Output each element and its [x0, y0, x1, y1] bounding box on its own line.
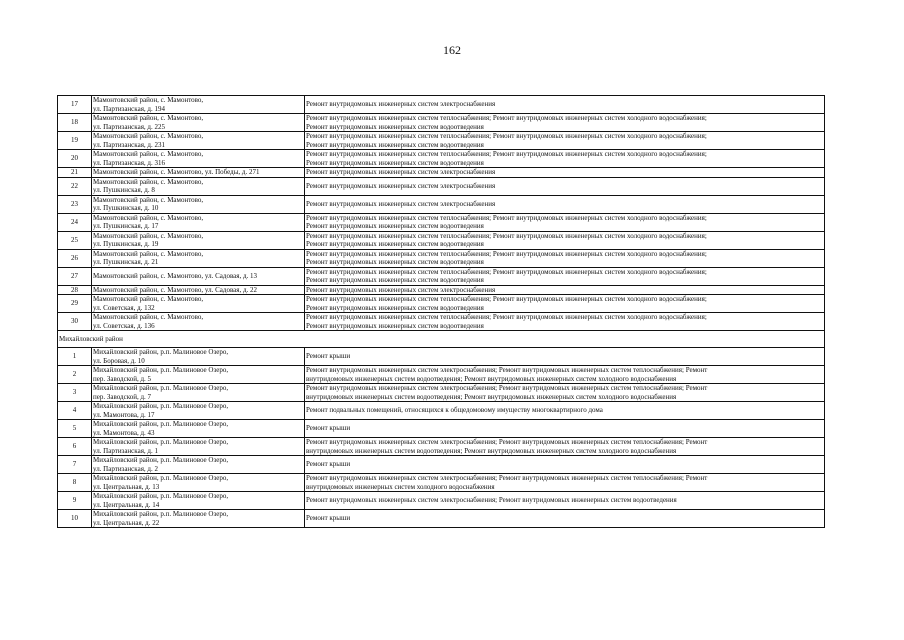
table-row — [58, 213, 825, 231]
address-cell — [92, 96, 305, 114]
row-number: 23 — [58, 195, 92, 213]
work-type-cell-line: Ремонт внутридомовых инженерных систем теплоснабжения; Ремонт внутридомовых инженерных систем холодного водоснабжения; — [306, 313, 707, 321]
address-cell — [92, 285, 305, 295]
address-cell — [92, 402, 305, 420]
address-cell-line: Мамонтовский район, с. Мамонтово, — [93, 177, 204, 186]
work-type-cell — [305, 213, 825, 231]
row-number: 25 — [58, 231, 92, 249]
table-row — [58, 295, 825, 313]
work-type-cell — [305, 267, 825, 285]
work-type-cell-line: Ремонт внутридомовых инженерных систем водоотведения — [306, 258, 484, 266]
section-row — [58, 331, 825, 348]
address-cell — [92, 249, 305, 267]
work-type-cell-line: Ремонт внутридомовых инженерных систем теплоснабжения; Ремонт внутридомовых инженерных систем холодного водоснабжения; — [306, 213, 707, 222]
repair-registry-table — [57, 95, 825, 528]
address-cell-line: Мамонтовский район, с. Мамонтово, — [93, 313, 204, 321]
address-cell-line: Мамонтовский район, с. Мамонтово, — [93, 249, 204, 258]
address-cell — [92, 177, 305, 195]
address-cell — [92, 295, 305, 313]
work-type-cell — [305, 402, 825, 420]
work-type-cell-line: Ремонт внутридомовых инженерных систем электроснабжения — [306, 168, 496, 176]
address-cell-line: Мамонтовский район, с. Мамонтово, — [93, 231, 204, 240]
work-type-cell — [305, 313, 825, 331]
table-row — [58, 384, 825, 402]
address-cell-line: ул. Пушкинская, д. 19 — [93, 240, 159, 248]
section-title: Михайловский район — [58, 331, 825, 348]
address-cell-line: Михайловский район, р.п. Малиновое Озеро, — [93, 366, 229, 374]
work-type-cell — [305, 168, 825, 178]
table-row — [58, 348, 825, 366]
address-cell — [92, 384, 305, 402]
address-cell-line: ул. Центральная, д. 22 — [93, 518, 160, 527]
row-number: 10 — [58, 510, 92, 528]
work-type-cell-line: Ремонт внутридомовых инженерных систем электроснабжения — [306, 199, 496, 208]
work-type-cell-line: Ремонт крыши — [306, 514, 351, 523]
row-number: 27 — [58, 267, 92, 285]
row-number: 7 — [58, 456, 92, 474]
work-type-cell — [305, 420, 825, 438]
address-cell — [92, 348, 305, 366]
work-type-cell — [305, 295, 825, 313]
address-cell-line: Михайловский район, р.п. Малиновое Озеро, — [93, 384, 229, 392]
address-cell-line: ул. Советская, д. 136 — [93, 321, 155, 330]
table-row — [58, 438, 825, 456]
table-row — [58, 150, 825, 168]
work-type-cell — [305, 96, 825, 114]
table-row — [58, 177, 825, 195]
work-type-cell-line: Ремонт внутридомовых инженерных систем теплоснабжения; Ремонт внутридомовых инженерных систем холодного водоснабжения; — [306, 114, 707, 122]
work-type-cell — [305, 114, 825, 132]
address-cell-line: Михайловский район, р.п. Малиновое Озеро, — [93, 438, 229, 446]
address-cell-line: Михайловский район, р.п. Малиновое Озеро, — [93, 402, 229, 410]
row-number: 1 — [58, 348, 92, 366]
table-row — [58, 420, 825, 438]
address-cell-line: пер. Заводской, д. 5 — [93, 374, 152, 383]
address-cell — [92, 213, 305, 231]
address-cell-line: ул. Мамонтова, д. 43 — [93, 428, 155, 437]
work-type-cell-line: Ремонт внутридомовых инженерных систем электроснабжения — [306, 285, 496, 294]
work-type-cell-line: Ремонт внутридомовых инженерных систем водоотведения — [306, 122, 484, 131]
work-type-cell-line: Ремонт внутридомовых инженерных систем теплоснабжения; Ремонт внутридомовых инженерных систем холодного водоснабжения; — [306, 231, 707, 240]
table-row — [58, 96, 825, 114]
table-body-mikhailovsky — [58, 348, 825, 528]
row-number: 2 — [58, 366, 92, 384]
address-cell-line: Михайловский район, р.п. Малиновое Озеро, — [93, 420, 229, 428]
address-cell — [92, 267, 305, 285]
work-type-cell-line: Ремонт внутридомовых инженерных систем водоотведения — [306, 222, 484, 230]
table-row — [58, 456, 825, 474]
table-row — [58, 195, 825, 213]
work-type-cell-line: внутридомовых инженерных систем водоотведения; Ремонт внутридомовых инженерных систем холодного водоснабжения — [306, 392, 677, 401]
address-cell-line: ул. Партизанская, д. 316 — [93, 158, 165, 167]
work-type-cell-line: Ремонт внутридомовых инженерных систем теплоснабжения; Ремонт внутридомовых инженерных систем холодного водоснабжения; — [306, 249, 707, 258]
address-cell-line: Мамонтовский район, с. Мамонтово, — [93, 295, 204, 303]
table-row — [58, 114, 825, 132]
work-type-cell-line: Ремонт внутридомовых инженерных систем электроснабжения; Ремонт внутридомовых инженерных систем теплоснабжения; Ремонт — [306, 438, 708, 446]
row-number: 20 — [58, 150, 92, 168]
address-cell — [92, 168, 305, 178]
row-number: 17 — [58, 96, 92, 114]
address-cell-line: Мамонтовский район, с. Мамонтово, — [93, 114, 204, 122]
work-type-cell-line: Ремонт крыши — [306, 460, 351, 469]
address-cell-line: Михайловский район, р.п. Малиновое Озеро, — [93, 456, 229, 464]
row-number: 22 — [58, 177, 92, 195]
work-type-cell-line: Ремонт внутридомовых инженерных систем теплоснабжения; Ремонт внутридомовых инженерных систем холодного водоснабжения; — [306, 295, 707, 303]
row-number: 28 — [58, 285, 92, 295]
address-cell-line: Мамонтовский район, с. Мамонтово, — [93, 195, 204, 204]
table-row — [58, 249, 825, 267]
table-row — [58, 313, 825, 331]
table-row — [58, 402, 825, 420]
work-type-cell-line: Ремонт внутридомовых инженерных систем теплоснабжения; Ремонт внутридомовых инженерных систем холодного водоснабжения; — [306, 132, 707, 140]
address-cell — [92, 438, 305, 456]
work-type-cell-line: Ремонт внутридомовых инженерных систем теплоснабжения; Ремонт внутридомовых инженерных систем холодного водоснабжения; — [306, 267, 707, 276]
table-body-mamontovsky — [58, 96, 825, 331]
work-type-cell-line: Ремонт внутридомовых инженерных систем водоотведения — [306, 276, 484, 284]
address-cell-line: Мамонтовский район, с. Мамонтово, ул. Садовая, д. 22 — [93, 285, 258, 294]
address-cell — [92, 420, 305, 438]
address-cell-line: Михайловский район, р.п. Малиновое Озеро, — [93, 348, 229, 356]
work-type-cell-line: внутридомовых инженерных систем водоотведения; Ремонт внутридомовых инженерных систем холодного водоснабжения — [306, 374, 677, 383]
row-number: 24 — [58, 213, 92, 231]
table-row — [58, 267, 825, 285]
work-type-cell-line: Ремонт внутридомовых инженерных систем электроснабжения; Ремонт внутридомовых инженерных систем теплоснабжения; Ремонт — [306, 366, 708, 374]
row-number: 3 — [58, 384, 92, 402]
address-cell-line: ул. Партизанская, д. 231 — [93, 140, 165, 149]
table-row — [58, 492, 825, 510]
work-type-cell — [305, 177, 825, 195]
row-number: 21 — [58, 168, 92, 178]
work-type-cell-line: Ремонт внутридомовых инженерных систем водоотведения — [306, 321, 484, 330]
work-type-cell — [305, 150, 825, 168]
row-number: 26 — [58, 249, 92, 267]
work-type-cell-line: Ремонт внутридомовых инженерных систем водоотведения — [306, 158, 484, 167]
row-number: 4 — [58, 402, 92, 420]
address-cell-line: Михайловский район, р.п. Малиновое Озеро, — [93, 474, 229, 482]
work-type-cell — [305, 366, 825, 384]
address-cell-line: ул. Пушкинская, д. 8 — [93, 186, 155, 194]
address-cell-line: пер. Заводской, д. 7 — [93, 392, 152, 401]
address-cell — [92, 510, 305, 528]
work-type-cell-line: Ремонт внутридомовых инженерных систем электроснабжения — [306, 100, 496, 109]
address-cell-line: Михайловский район, р.п. Малиновое Озеро, — [93, 510, 229, 518]
work-type-cell-line: Ремонт внутридомовых инженерных систем электроснабжения; Ремонт внутридомовых инженерных систем теплоснабжения; Ремонт — [306, 384, 708, 392]
work-type-cell — [305, 249, 825, 267]
address-cell-line: Михайловский район, р.п. Малиновое Озеро, — [93, 492, 229, 500]
address-cell — [92, 492, 305, 510]
address-cell-line: ул. Партизанская, д. 194 — [93, 104, 165, 113]
work-type-cell — [305, 492, 825, 510]
address-cell-line: ул. Мамонтова, д. 17 — [93, 410, 155, 419]
work-type-cell — [305, 132, 825, 150]
row-number: 19 — [58, 132, 92, 150]
work-type-cell — [305, 231, 825, 249]
address-cell-line: ул. Партизанская, д. 1 — [93, 446, 158, 455]
work-type-cell-line: внутридомовых инженерных систем водоотведения; Ремонт внутридомовых инженерных систем холодного водоснабжения — [306, 446, 677, 455]
address-cell-line: ул. Партизанская, д. 225 — [93, 122, 165, 131]
address-cell — [92, 231, 305, 249]
address-cell-line: Мамонтовский район, с. Мамонтово, — [93, 213, 204, 222]
address-cell — [92, 132, 305, 150]
address-cell-line: ул. Пушкинская, д. 21 — [93, 258, 159, 266]
table-row — [58, 285, 825, 295]
row-number: 6 — [58, 438, 92, 456]
work-type-cell — [305, 285, 825, 295]
address-cell — [92, 195, 305, 213]
address-cell-line: ул. Пушкинская, д. 17 — [93, 222, 159, 230]
row-number: 18 — [58, 114, 92, 132]
work-type-cell — [305, 474, 825, 492]
work-type-cell-line: Ремонт внутридомовых инженерных систем электроснабжения; Ремонт внутридомовых инженерных систем водоотведения — [306, 496, 677, 505]
address-cell-line: Мамонтовский район, с. Мамонтово, ул. Садовая, д. 13 — [93, 271, 258, 280]
work-type-cell-line: Ремонт внутридомовых инженерных систем теплоснабжения; Ремонт внутридомовых инженерных систем холодного водоснабжения; — [306, 150, 707, 158]
address-cell-line: ул. Центральная, д. 14 — [93, 500, 160, 509]
work-type-cell-line: Ремонт подвальных помещений, относящихся к общедомовому имуществу многоквартирного дома — [306, 406, 603, 415]
work-type-cell-line: Ремонт крыши — [306, 424, 351, 433]
address-cell — [92, 150, 305, 168]
work-type-cell — [305, 456, 825, 474]
work-type-cell-line: Ремонт внутридомовых инженерных систем электроснабжения — [306, 181, 496, 190]
work-type-cell — [305, 348, 825, 366]
work-type-cell-line: Ремонт внутридомовых инженерных систем водоотведения — [306, 303, 484, 312]
address-cell — [92, 313, 305, 331]
table-row — [58, 168, 825, 178]
work-type-cell — [305, 438, 825, 456]
address-cell — [92, 114, 305, 132]
address-cell-line: ул. Пушкинская, д. 10 — [93, 204, 159, 212]
work-type-cell-line: Ремонт внутридомовых инженерных систем электроснабжения; Ремонт внутридомовых инженерных систем теплоснабжения; Ремонт — [306, 474, 708, 482]
row-number: 30 — [58, 313, 92, 331]
address-cell-line: Мамонтовский район, с. Мамонтово, ул. Победы, д. 271 — [93, 168, 260, 176]
address-cell — [92, 474, 305, 492]
work-type-cell — [305, 384, 825, 402]
address-cell — [92, 366, 305, 384]
row-number: 8 — [58, 474, 92, 492]
address-cell-line: ул. Центральная, д. 13 — [93, 482, 160, 491]
row-number: 9 — [58, 492, 92, 510]
address-cell-line: ул. Партизанская, д. 2 — [93, 464, 158, 473]
address-cell-line: Мамонтовский район, с. Мамонтово, — [93, 96, 204, 104]
work-type-cell — [305, 510, 825, 528]
row-number: 29 — [58, 295, 92, 313]
address-cell-line: Мамонтовский район, с. Мамонтово, — [93, 150, 204, 158]
table-row — [58, 366, 825, 384]
work-type-cell-line: Ремонт внутридомовых инженерных систем водоотведения — [306, 140, 484, 149]
address-cell-line: ул. Советская, д. 132 — [93, 303, 155, 312]
table-row — [58, 132, 825, 150]
table-row — [58, 231, 825, 249]
address-cell-line: ул. Боровая, д. 10 — [93, 356, 145, 365]
table-row — [58, 510, 825, 528]
work-type-cell-line: Ремонт внутридомовых инженерных систем водоотведения — [306, 240, 484, 248]
work-type-cell-line: Ремонт крыши — [306, 352, 351, 361]
address-cell — [92, 456, 305, 474]
address-cell-line: Мамонтовский район, с. Мамонтово, — [93, 132, 204, 140]
section-header — [58, 331, 825, 348]
page-number: 162 — [443, 43, 461, 57]
work-type-cell-line: внутридомовых инженерных систем холодного водоснабжения — [306, 482, 495, 491]
row-number: 5 — [58, 420, 92, 438]
work-type-cell — [305, 195, 825, 213]
table-row — [58, 474, 825, 492]
